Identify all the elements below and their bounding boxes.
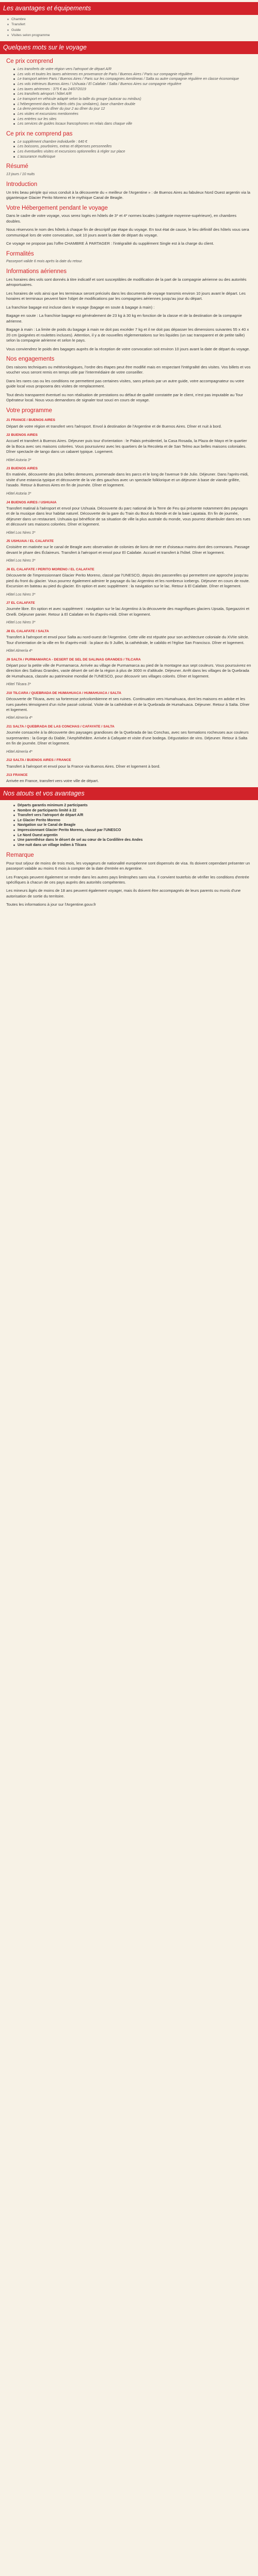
included-item: Visites selon programme xyxy=(7,33,258,38)
hebergement-paragraph: Dans le cadre de votre voyage, vous serez logés en hôtels de 3* et 4* normes locales (catégorie moyenne-supérieure), en chambres doubles. xyxy=(6,213,237,224)
day-hotel: Hôtel Los Nires 3* xyxy=(6,531,36,535)
remarque-paragraph: Les mineurs âgés de moins de 18 ans peuvent également voyager, mais ils doivent être accompagnés de leurs parents ou munis d'une autorisation de sortie du territoire. xyxy=(6,888,241,899)
hebergement-paragraph: Nous réservons le nom des hôtels à chaque fin de descriptif par étape du voyage. En tout état de cause, le lieu définitif des hôtels vous sera communiqué lors de votre convocation, soit 10 jours avant la date de départ du voyage. xyxy=(6,227,249,238)
day-text: Croisière en matinée sur le canal de Beagle avec observation de colonies de lions de mer et d'oiseaux marins dont des cormorans. Passage devant le phare des Éclaireurs. Transfert à l'aéroport et envol pour El Calafate. Accueil et transfert à l'hôtel. Dîner et logement. xyxy=(6,545,250,555)
prix-ne-comprend-item: Les éventuelles visites et excursions optionnelles à régler sur place xyxy=(14,149,252,155)
prix-comprend-item: Les vols et toutes les taxes aériennes en provenance de Paris / Buenos Aires / Paris sur compagnie régulière xyxy=(14,72,252,77)
atout-item: Le Nord Ouest argentin xyxy=(14,833,252,838)
day-hotel: Hôtel Los Nires 3* xyxy=(6,559,36,563)
remarques-body xyxy=(6,861,252,908)
atouts-banner: Nos atouts et vos avantages xyxy=(0,787,258,800)
infos-title: Informations aériennes xyxy=(6,268,67,275)
day-text: Accueil et transfert à Buenos Aires. Déjeuner puis tour d'orientation : le Palais présidentiel, la Casa Rosada, la Plaza de Mayo et le quartier de la Boca avec ses maisons colorées. Vous poursuivrez avec les quartiers de la Recoleta et de San Telmo aux belles maisons coloniales. Dîner spectacle de tango dans un cabaret typique. Logement. xyxy=(6,438,247,454)
prix-ne-comprend-title: Ce prix ne comprend pas xyxy=(6,130,73,137)
day-text: Découverte de l'impressionnant Glacier Perito Moreno, classé par l'UNESCO, depuis des passerelles qui permettent une approche jusqu'au pied du front du glacier. Vous pourrez également admirer le paysage du lac Argentino et les nombreux icebergs. Déjeuner en cours de route. Excursion en bateau au pied du glacier. En option et avec supplément : la navigation sur le lac. Retour à El Calafate. Dîner et logement. xyxy=(6,573,250,589)
atout-item: Le Glacier Perito Moreno xyxy=(14,818,252,823)
remarque-paragraph: Toutes les informations à jour sur l'Argentine.gouv.fr xyxy=(6,902,96,907)
engagements-paragraph: Dans les rares cas ou les conditions ne permettent pas certaines visites, sans préavis par un autre guide, votre accompagnateur ou votre guide local vous proposera des visites de remplacement. xyxy=(6,378,244,389)
formalites-title: Formalités xyxy=(6,250,34,257)
quick-banner: Quelques mots sur le voyage xyxy=(0,41,258,54)
included-item: Transfert xyxy=(7,22,258,27)
prix-ne-comprend-item: Les boissons, pourboires, extras et dépenses personnelles xyxy=(14,144,252,149)
prix-ne-comprend-item: L'assurance multirisque xyxy=(14,155,252,160)
day-text: En matinée, découverte des plus belles demeures, promenade dans les parcs et le long de l'avenue 9 de Julio. Déjeuner. Dans l'après-midi, visite d'une estancia typique et découverte de la vie des gauchos avec un spectacle folklorique et un déjeuner à base de viande grillée, l'asado. Retour à Buenos Aires en fin de journée. Dîner et logement. xyxy=(6,472,249,488)
included-banner: Les avantages et équipements xyxy=(0,2,258,15)
prix-comprend-title: Ce prix comprend xyxy=(6,58,53,65)
day-title: J1 FRANCE / BUENOS AIRES xyxy=(6,418,55,422)
infos-paragraph: La franchise bagage est incluse dans le voyage (bagage en soute & bagage à main) : xyxy=(6,304,155,310)
programme-title: Votre programme xyxy=(6,407,52,414)
day-title: J9 SALTA / PURMAMARCA - DESERT DE SEL DE SALINAS GRANDES / TILCARA xyxy=(6,657,141,662)
day-text: Journée consacrée à la découverte des paysages grandioses de la Quebrada de las Conchas, avec ses formations rocheuses aux couleurs surprenantes : la Gorge du Diable, l'Amphithéâtre. Arrivée à Cafayate et visite d'une bodega. Dégustation de vins. Déjeuner. Retour à Salta en fin de journée. Dîner et logement. xyxy=(6,730,249,746)
day-hotel: Hôtel Los Nires 3* xyxy=(6,621,36,625)
day-title: J10 TILCARA / QUEBRADA DE HUMAHUACA / HUMAHUACA / SALTA xyxy=(6,691,122,695)
hebergement-body xyxy=(6,213,252,246)
infos-paragraph: Bagage à main : La limite de poids du bagage à main ne doit pas excéder 7 kg et il ne doit pas dépasser les dimensions suivantes 55 x 40 x 20 cm (poignées et roulettes incluses). Attention, il y a de nouvelles réglementations sur les liquides (un sac transparent et de petite taille) selon la compagnie aérienne et selon le pays. xyxy=(6,327,249,343)
prix-comprend-item: Les visites et excursions mentionnées xyxy=(14,112,252,117)
formalites-text: Passeport valide 6 mois après la date du retour. xyxy=(6,260,83,264)
day-hotel: Hôtel Almería 4* xyxy=(6,750,33,754)
atouts-content xyxy=(0,803,258,908)
day-title: J6 EL CALAFATE / PERITO MORENO / EL CALAFATE xyxy=(6,567,94,571)
day-title: J11 SALTA / QUEBRADA DE LAS CONCHAS / CAFAYATE / SALTA xyxy=(6,725,115,729)
prix-comprend-item: Les vols intérieurs Buenos Aires / Ushuaia / El Calafate / Salta / Buenos Aires sur compagnie régulière xyxy=(14,82,252,87)
day-title: J2 BUENOS AIRES xyxy=(6,433,38,437)
day-text: Découverte de Tilcara, avec sa forteresse précolombienne et ses ruines. Continuation vers Humahuaca, dont les maisons en adobe et les rues pavées témoignent d'un riche passé colonial. Visite de la cathédrale et de la Quebrada de Humahuaca. Déjeuner. Retour à Salta. Dîner et logement. xyxy=(6,697,250,713)
day-text: Arrivée en France, transfert vers votre ville de départ. xyxy=(6,778,99,784)
day-text: Transfert à l'aéroport et envol pour Salta au nord-ouest de l'Argentine. Cette ville est réputée pour son architecture coloniale du XVIIe siècle. Tour d'orientation de la ville en fin d'après-midi : la place du 9 Juillet, la cathédrale, le cabildo et l'église San Francisco. Dîner et logement. xyxy=(6,635,249,645)
atout-item: Une parenthèse dans le désert de sel au cœur de la Cordillère des Andes xyxy=(14,838,252,843)
remarques-title: Remarque xyxy=(6,852,34,858)
hebergement-title: Votre Hébergement pendant le voyage xyxy=(6,205,108,211)
engagements-paragraph: Des raisons techniques ou météorologiques, l'ordre des étapes peut être modifié mais en respectant l'intégralité des visites. Vos billets et vos voucher vous seront remis en temps utile par l'intermédiaire de votre conseiller. xyxy=(6,364,251,375)
included-item: Chambre xyxy=(7,17,258,22)
content xyxy=(0,58,258,784)
day-title: J4 BUENOS AIRES / USHUAIA xyxy=(6,500,57,504)
prix-ne-comprend-list xyxy=(6,140,252,160)
engagements-body xyxy=(6,365,252,403)
infos-paragraph: Bagage en soute : La franchise bagage est généralement de 23 kg à 30 kg en fonction de la classe et de la destination de la compagnie aérienne. xyxy=(6,313,242,324)
day-title: J3 BUENOS AIRES xyxy=(6,467,38,471)
remarque-paragraph: Pour tout séjour de moins de trois mois, les voyageurs de nationalité européenne sont dispensés de visa. Ils doivent cependant présenter un passeport valable au moins 6 mois à compter de la date d'entrée en Argentine. xyxy=(6,860,250,871)
atout-item: Nombre de participants limité à 22 xyxy=(14,808,252,814)
day-hotel: Hôtel Astoria 3* xyxy=(6,492,31,496)
prix-comprend-item: La demi-pension du dîner du jour 2 au dîner du jour 12 xyxy=(14,107,252,112)
introduction-text: Un très beau périple qui vous conduit à la découverte du « meilleur de l'Argentine » : de Buenos Aires au fabuleux Nord Ouest argentin via la gigantesque Glacier Perito Moreno et le mythique Canal de Beagle. xyxy=(6,190,250,200)
infos-paragraph: Les horaires des vols sont donnés à titre indicatif et sont susceptibles de modification de la part de la compagnie aérienne ou des autorités aéroportuaires. xyxy=(6,277,247,287)
included-list xyxy=(0,17,258,38)
engagements-paragraph: Tout devis transparent éventuel ou non réalisation de prestations ou défaut de qualité constatée par le client, n'est pas imputable au Tour Opérateur local. Nous vous demandons de signaler tout souci en cours de voyage. xyxy=(6,392,243,403)
day-text: Départ pour la petite ville de Purmamarca. Arrivée au village de Purmamarca au pied de la montagne aux sept couleurs. Vous poursuivrez en direction des Salinas Grandes, vaste désert de sel de la région à plus de 3000 m d'altitude. Déjeuner. Arrêt dans les villages de la Quebrada de Humahuaca, classée au patrimoine mondial de l'UNESCO, pour découvrir ses villages colorés. Dîner et logement. xyxy=(6,663,251,679)
atout-item: Impressionnant Glacier Perito Moreno, classé par l'UNESCO xyxy=(14,828,252,833)
infos-paragraph: Vous conviendrez le poids des bagages auprès de la réception de votre convocation soit environ 10 jours avant la date de départ du voyage. xyxy=(6,346,250,351)
day-title: J5 USHUAIA / EL CALAFATE xyxy=(6,539,54,544)
day-text: Journée libre. En option et avec supplément : navigation sur le lac Argentino à la découverte des magnifiques glaciers Upsala, Spegazzini et Onelli. Déjeuner panier. Retour à El Calafate en fin d'après-midi. Dîner et logement. xyxy=(6,606,250,617)
prix-comprend-item: L'hébergement dans les hôtels cités (ou similaires), base chambre double xyxy=(14,102,252,107)
day-hotel: Hôtel Almería 4* xyxy=(6,649,33,653)
prix-comprend-list xyxy=(6,67,252,127)
introduction-title: Introduction xyxy=(6,181,38,188)
day-title: J13 FRANCE xyxy=(6,773,28,777)
hebergement-paragraph: Ce voyage ne propose pas l'offre CHAMBRE À PARTAGER : l'intégralité du supplément Single est à la charge du client. xyxy=(6,241,214,246)
programme-days xyxy=(6,418,252,784)
day-text: Départ de votre région et transfert vers l'aéroport. Envol à destination de l'Argentine et de Buenos Aires. Dîner et nuit à bord. xyxy=(6,423,222,429)
prix-comprend-item: Le transport aérien Paris / Buenos Aires / Paris sur les compagnies Aerolineas / Salta ou autre compagnie régulière en classe économique xyxy=(14,77,252,82)
atout-item: Navigation sur le Canal de Beagle xyxy=(14,823,252,828)
atouts-list xyxy=(6,803,252,848)
infos-paragraph: Les horaires de vols ainsi que les terminaux seront précisés dans les documents de voyage transmis environ 10 jours avant le départ. Les horaires et terminaux peuvent faire l'objet de modifications par les compagnies aériennes jusqu'au jour du départ. xyxy=(6,291,246,301)
resume-title: Résumé xyxy=(6,163,28,170)
remarque-paragraph: Les Français peuvent également se rendre dans les autres pays limitrophes sans visa. Il convient toutefois de vérifier les conditions d'entrée spécifiques à chacun de ces pays auprès des autorités compétentes. xyxy=(6,874,249,885)
page xyxy=(0,0,258,911)
day-hotel: Hôtel Tilcara 3* xyxy=(6,683,31,687)
included-item: Guide xyxy=(7,28,258,33)
resume-text: 13 jours / 10 nuits xyxy=(6,173,35,177)
day-text: Transfert matinal à l'aéroport et envol pour Ushuaia. Découverte du parc national de la Terre de Feu qui présente notamment des paysages et de la musique dans leur habitat naturel. Découverte de la gare du Train du Bout du Monde et de la baie Lapataia. En fin de journée, déjeuner dans un restaurant. Ushuaia qui bénéficie de sa situation de ville la plus australe du monde, vous pourrez déambuler dans ses rues et découvrir ses maisons colorées. Dîner et logement. xyxy=(6,505,251,527)
prix-comprend-item: Les taxes aériennes : 375 € au 24/07/2019 xyxy=(14,87,252,92)
engagements-title: Nos engagements xyxy=(6,356,55,363)
prix-comprend-item: Le transport en véhicule adapté selon la taille du groupe (autocar ou minibus) xyxy=(14,97,252,102)
prix-comprend-item: Les transferts aéroport / hôtel A/R xyxy=(14,92,252,97)
day-hotel: Hôtel Almería 4* xyxy=(6,716,33,720)
day-title: J8 EL CALAFATE / SALTA xyxy=(6,629,49,633)
prix-comprend-item: Les entrées sur les sites xyxy=(14,117,252,122)
day-hotel: Hôtel Los Nires 3* xyxy=(6,592,36,597)
prix-comprend-item: Les services de guides locaux francophones en relais dans chaque ville xyxy=(14,122,252,127)
atout-item: Transfert vers l'aéroport de départ A/R xyxy=(14,813,252,818)
prix-ne-comprend-item: Le supplément chambre individuelle : 640 € xyxy=(14,140,252,145)
prix-comprend-item: Les transferts de votre région vers l'aéroport de départ A/R xyxy=(14,67,252,72)
day-title: J12 SALTA / BUENOS AIRES / FRANCE xyxy=(6,758,71,762)
atout-item: Départs garantis minimum 2 participants xyxy=(14,803,252,808)
atout-item: Une nuit dans un village indien à Tilcara xyxy=(14,843,252,848)
day-text: Transfert à l'aéroport et envol pour la France via Buenos Aires. Dîner et logement à bord. xyxy=(6,764,160,769)
day-title: J7 EL CALAFATE xyxy=(6,601,35,605)
infos-body xyxy=(6,277,252,352)
day-hotel: Hôtel Astoria 3* xyxy=(6,458,31,462)
